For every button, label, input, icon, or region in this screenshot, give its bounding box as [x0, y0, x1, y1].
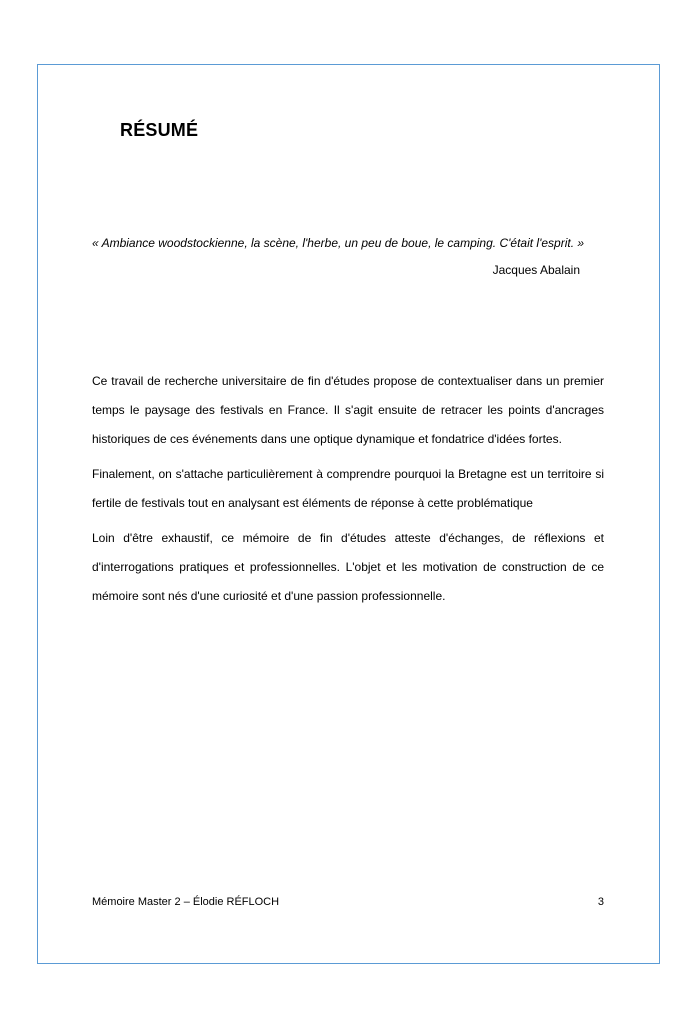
epigraph-quote: « Ambiance woodstockienne, la scène, l'herbe, un peu de boue, le camping. C'était l'esprit. » [92, 236, 585, 250]
page-title: RÉSUMÉ [120, 120, 199, 140]
abstract-body [92, 367, 604, 617]
abstract-paragraph-2: Finalement, on s'attache particulièrement à comprendre pourquoi la Bretagne est un territoire si fertile de festivals tout en analysant est éléments de réponse à cette problématique [92, 467, 604, 510]
abstract-paragraph-3: Loin d'être exhaustif, ce mémoire de fin d'études atteste d'échanges, de réflexions et d'interrogations pratiques et professionnelles. L'objet et les motivation de construction de ce mémoire sont nés d'une curiosité et d'une passion professionnelle. [92, 531, 604, 603]
footer-document-title: Mémoire Master 2 – Élodie RÉFLOCH [92, 896, 280, 908]
footer-page-number: 3 [597, 896, 604, 908]
abstract-paragraph-1: Ce travail de recherche universitaire de fin d'études propose de contextualiser dans un premier temps le paysage des festivals en France. Il s'agit ensuite de retracer les points d'ancrages historiques de ces événements dans une optique dynamique et fondatrice d'idées fortes. [92, 374, 604, 446]
epigraph-author: Jacques Abalain [492, 263, 580, 277]
